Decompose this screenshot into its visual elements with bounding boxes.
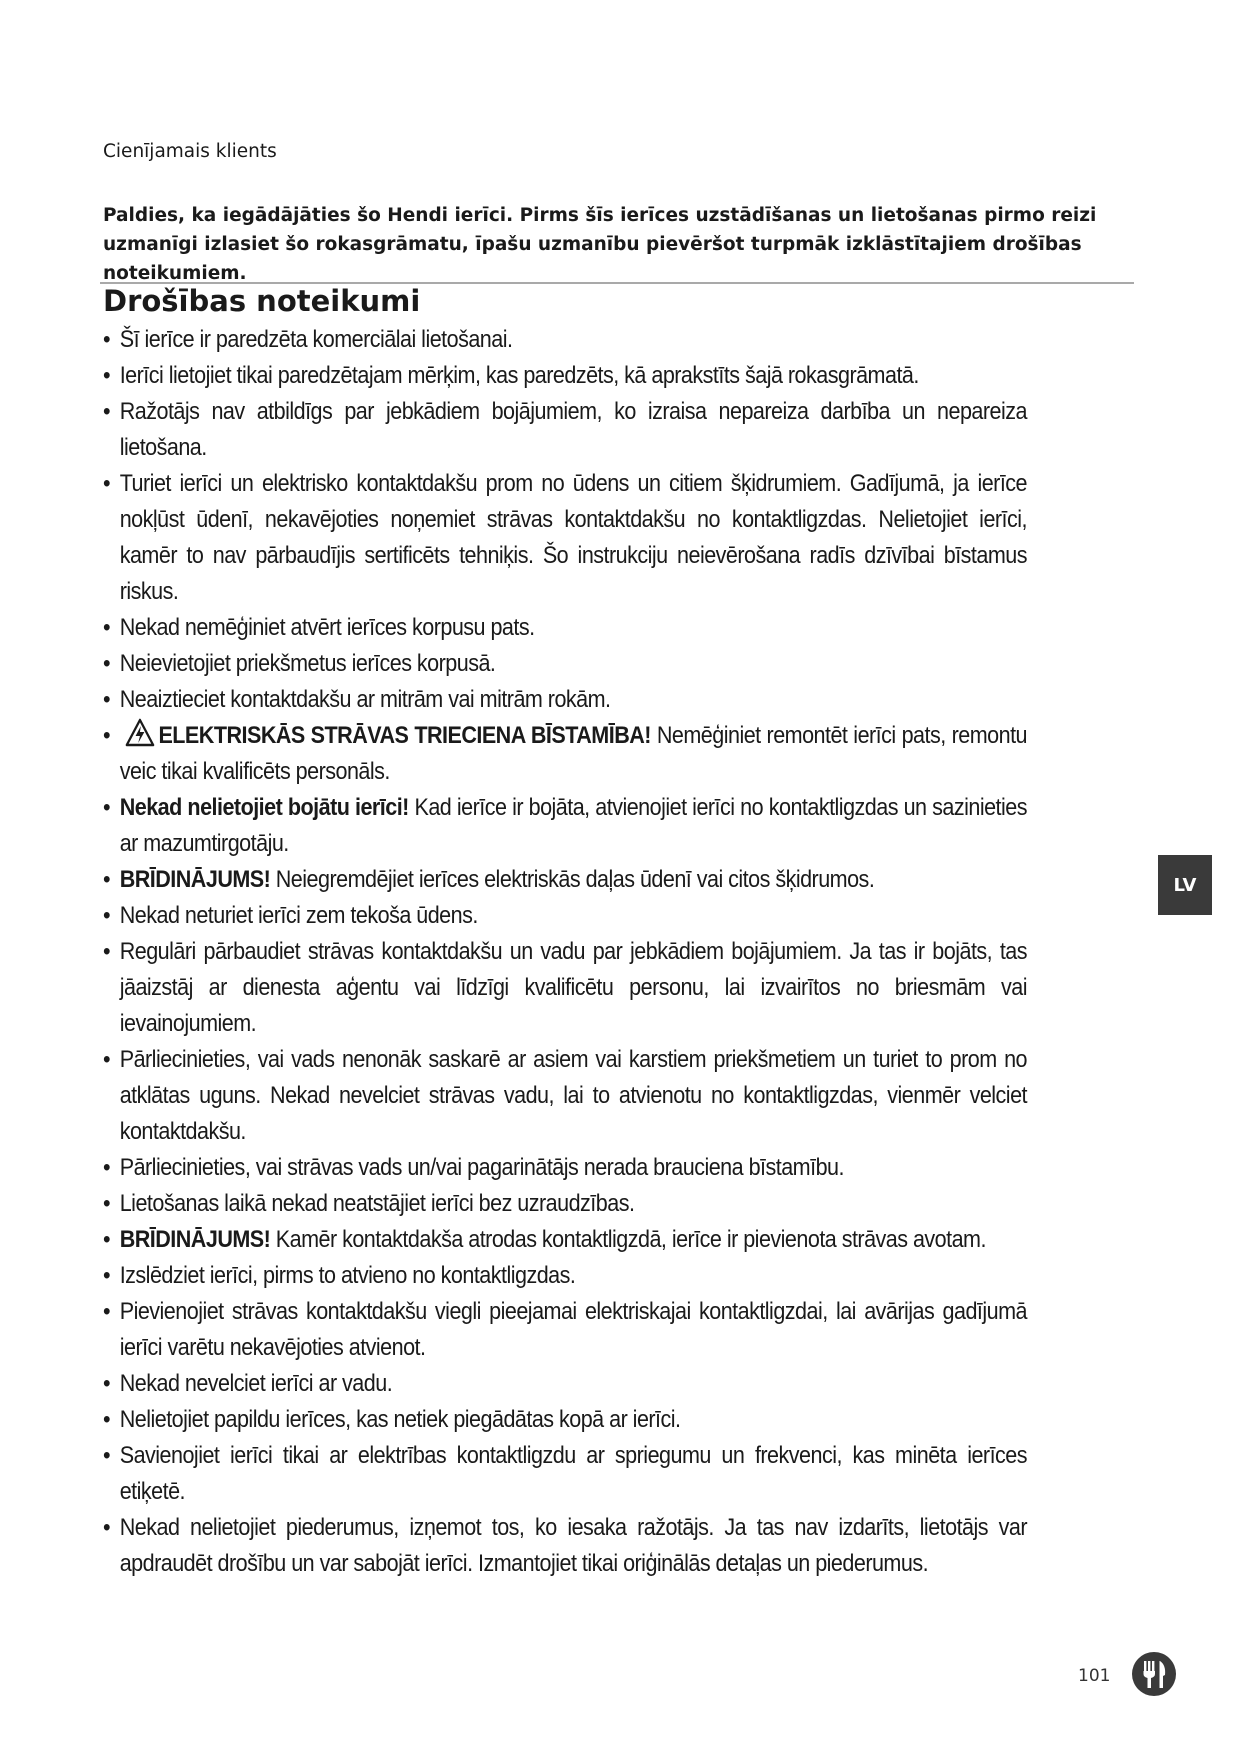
list-item: • Regulāri pārbaudiet strāvas kontaktdakšu un vadu par jebkādiem bojājumiem. Ja tas ir bojāts, tas jāaizstāj ar dienesta aģentu vai līdzīgi kvalificētu personu, lai izvairītos no briesmām vai ievainojumiem. [103,934,1027,1042]
cutlery-logo-icon [1131,1651,1177,1697]
salutation: Cienījamais klients [103,141,277,162]
list-item: • Neaiztieciet kontaktdakšu ar mitrām vai mitrām rokām. [103,682,1027,718]
list-item: • BRĪDINĀJUMS! Neiegremdējiet ierīces elektriskās daļas ūdenī vai citos šķidrumos. [103,862,1027,898]
list-item: • Turiet ierīci un elektrisko kontaktdakšu prom no ūdens un citiem šķidrumiem. Gadījumā, ja ierīce nokļūst ūdenī, nekavējoties noņemiet strāvas kontaktdakšu no kontaktligzdas. Nelietojiet ierīci, kamēr to nav pārbaudījis sertificēts tehniķis. Šo instrukciju neievērošana radīs dzīvībai bīstamus riskus. [103,466,1027,610]
page-number: 101 [1078,1666,1111,1686]
list-item: • ELEKTRISKĀS STRĀVAS TRIECIENA BĪSTAMĪBA! Nemēģiniet remontēt ierīci pats, remontu veic tikai kvalificēts personāls. [103,718,1027,790]
list-item: • Nekad neturiet ierīci zem tekoša ūdens. [103,898,1027,934]
list-item: • Nelietojiet papildu ierīces, kas netiek piegādātas kopā ar ierīci. [103,1402,1027,1438]
list-item: • Izslēdziet ierīci, pirms to atvieno no kontaktligzdas. [103,1258,1027,1294]
list-item: • Šī ierīce ir paredzēta komerciālai lietošanai. [103,322,1027,358]
list-item: • Nekad nelietojiet bojātu ierīci! Kad ierīce ir bojāta, atvienojiet ierīci no kontaktligzdas un sazinieties ar mazumtirgotāju. [103,790,1027,862]
list-item: • Ierīci lietojiet tikai paredzētajam mērķim, kas paredzēts, kā aprakstīts šajā rokasgrāmatā. [103,358,1027,394]
bold-lead: Nekad nelietojiet bojātu ierīci! [119,794,409,821]
list-item: • Pārliecinieties, vai vads nenonāk saskarē ar asiem vai karstiem priekšmetiem un turiet to prom no atklātas uguns. Nekad nevelciet strāvas vadu, lai to atvienotu no kontaktligzdas, vienmēr velciet kontaktdakšu. [103,1042,1027,1150]
list-item: • Pārliecinieties, vai strāvas vads un/vai pagarinātājs nerada brauciena bīstamību. [103,1150,1027,1186]
bold-lead: ELEKTRISKĀS STRĀVAS TRIECIENA BĪSTAMĪBA! [158,722,651,749]
intro-paragraph: Paldies, ka iegādājāties šo Hendi ierīci. Pirms šīs ierīces uzstādīšanas un lietošanas pirmo reizi uzmanīgi izlasiet šo rokasgrāmatu, īpašu uzmanību pievēršot turpmāk izklāstītajiem drošības noteikumiem. [103,205,1097,284]
list-item: • Nekad nevelciet ierīci ar vadu. [103,1366,1027,1402]
list-item: • BRĪDINĀJUMS! Kamēr kontaktdakša atrodas kontaktligzdā, ierīce ir pievienota strāvas avotam. [103,1222,1027,1258]
language-tab: LV [1158,855,1212,915]
list-item: • Nekad nelietojiet piederumus, izņemot tos, ko iesaka ražotājs. Ja tas nav izdarīts, lietotājs var apdraudēt drošību un var sabojāt ierīci. Izmantojiet tikai oriģinālās detaļas un piederumus. [103,1510,1027,1582]
list-item: • Nekad nemēģiniet atvērt ierīces korpusu pats. [103,610,1027,646]
bold-lead: BRĪDINĀJUMS! [119,866,271,893]
high-voltage-warning-icon [125,718,155,747]
safety-rules-list [103,322,1027,1582]
list-item: • Ražotājs nav atbildīgs par jebkādiem bojājumiem, ko izraisa nepareiza darbība un nepareiza lietošana. [103,394,1027,466]
bold-lead: BRĪDINĀJUMS! [119,1226,271,1253]
list-item: • Pievienojiet strāvas kontaktdakšu viegli pieejamai elektriskajai kontaktligzdai, lai avārijas gadījumā ierīci varētu nekavējoties atvienot. [103,1294,1027,1366]
section-title: Drošības noteikumi [103,284,421,318]
list-item: • Savienojiet ierīci tikai ar elektrības kontaktligzdu ar spriegumu un frekvenci, kas minēta ierīces etiķetē. [103,1438,1027,1510]
list-item: • Lietošanas laikā nekad neatstājiet ierīci bez uzraudzības. [103,1186,1027,1222]
list-item: • Neievietojiet priekšmetus ierīces korpusā. [103,646,1027,682]
